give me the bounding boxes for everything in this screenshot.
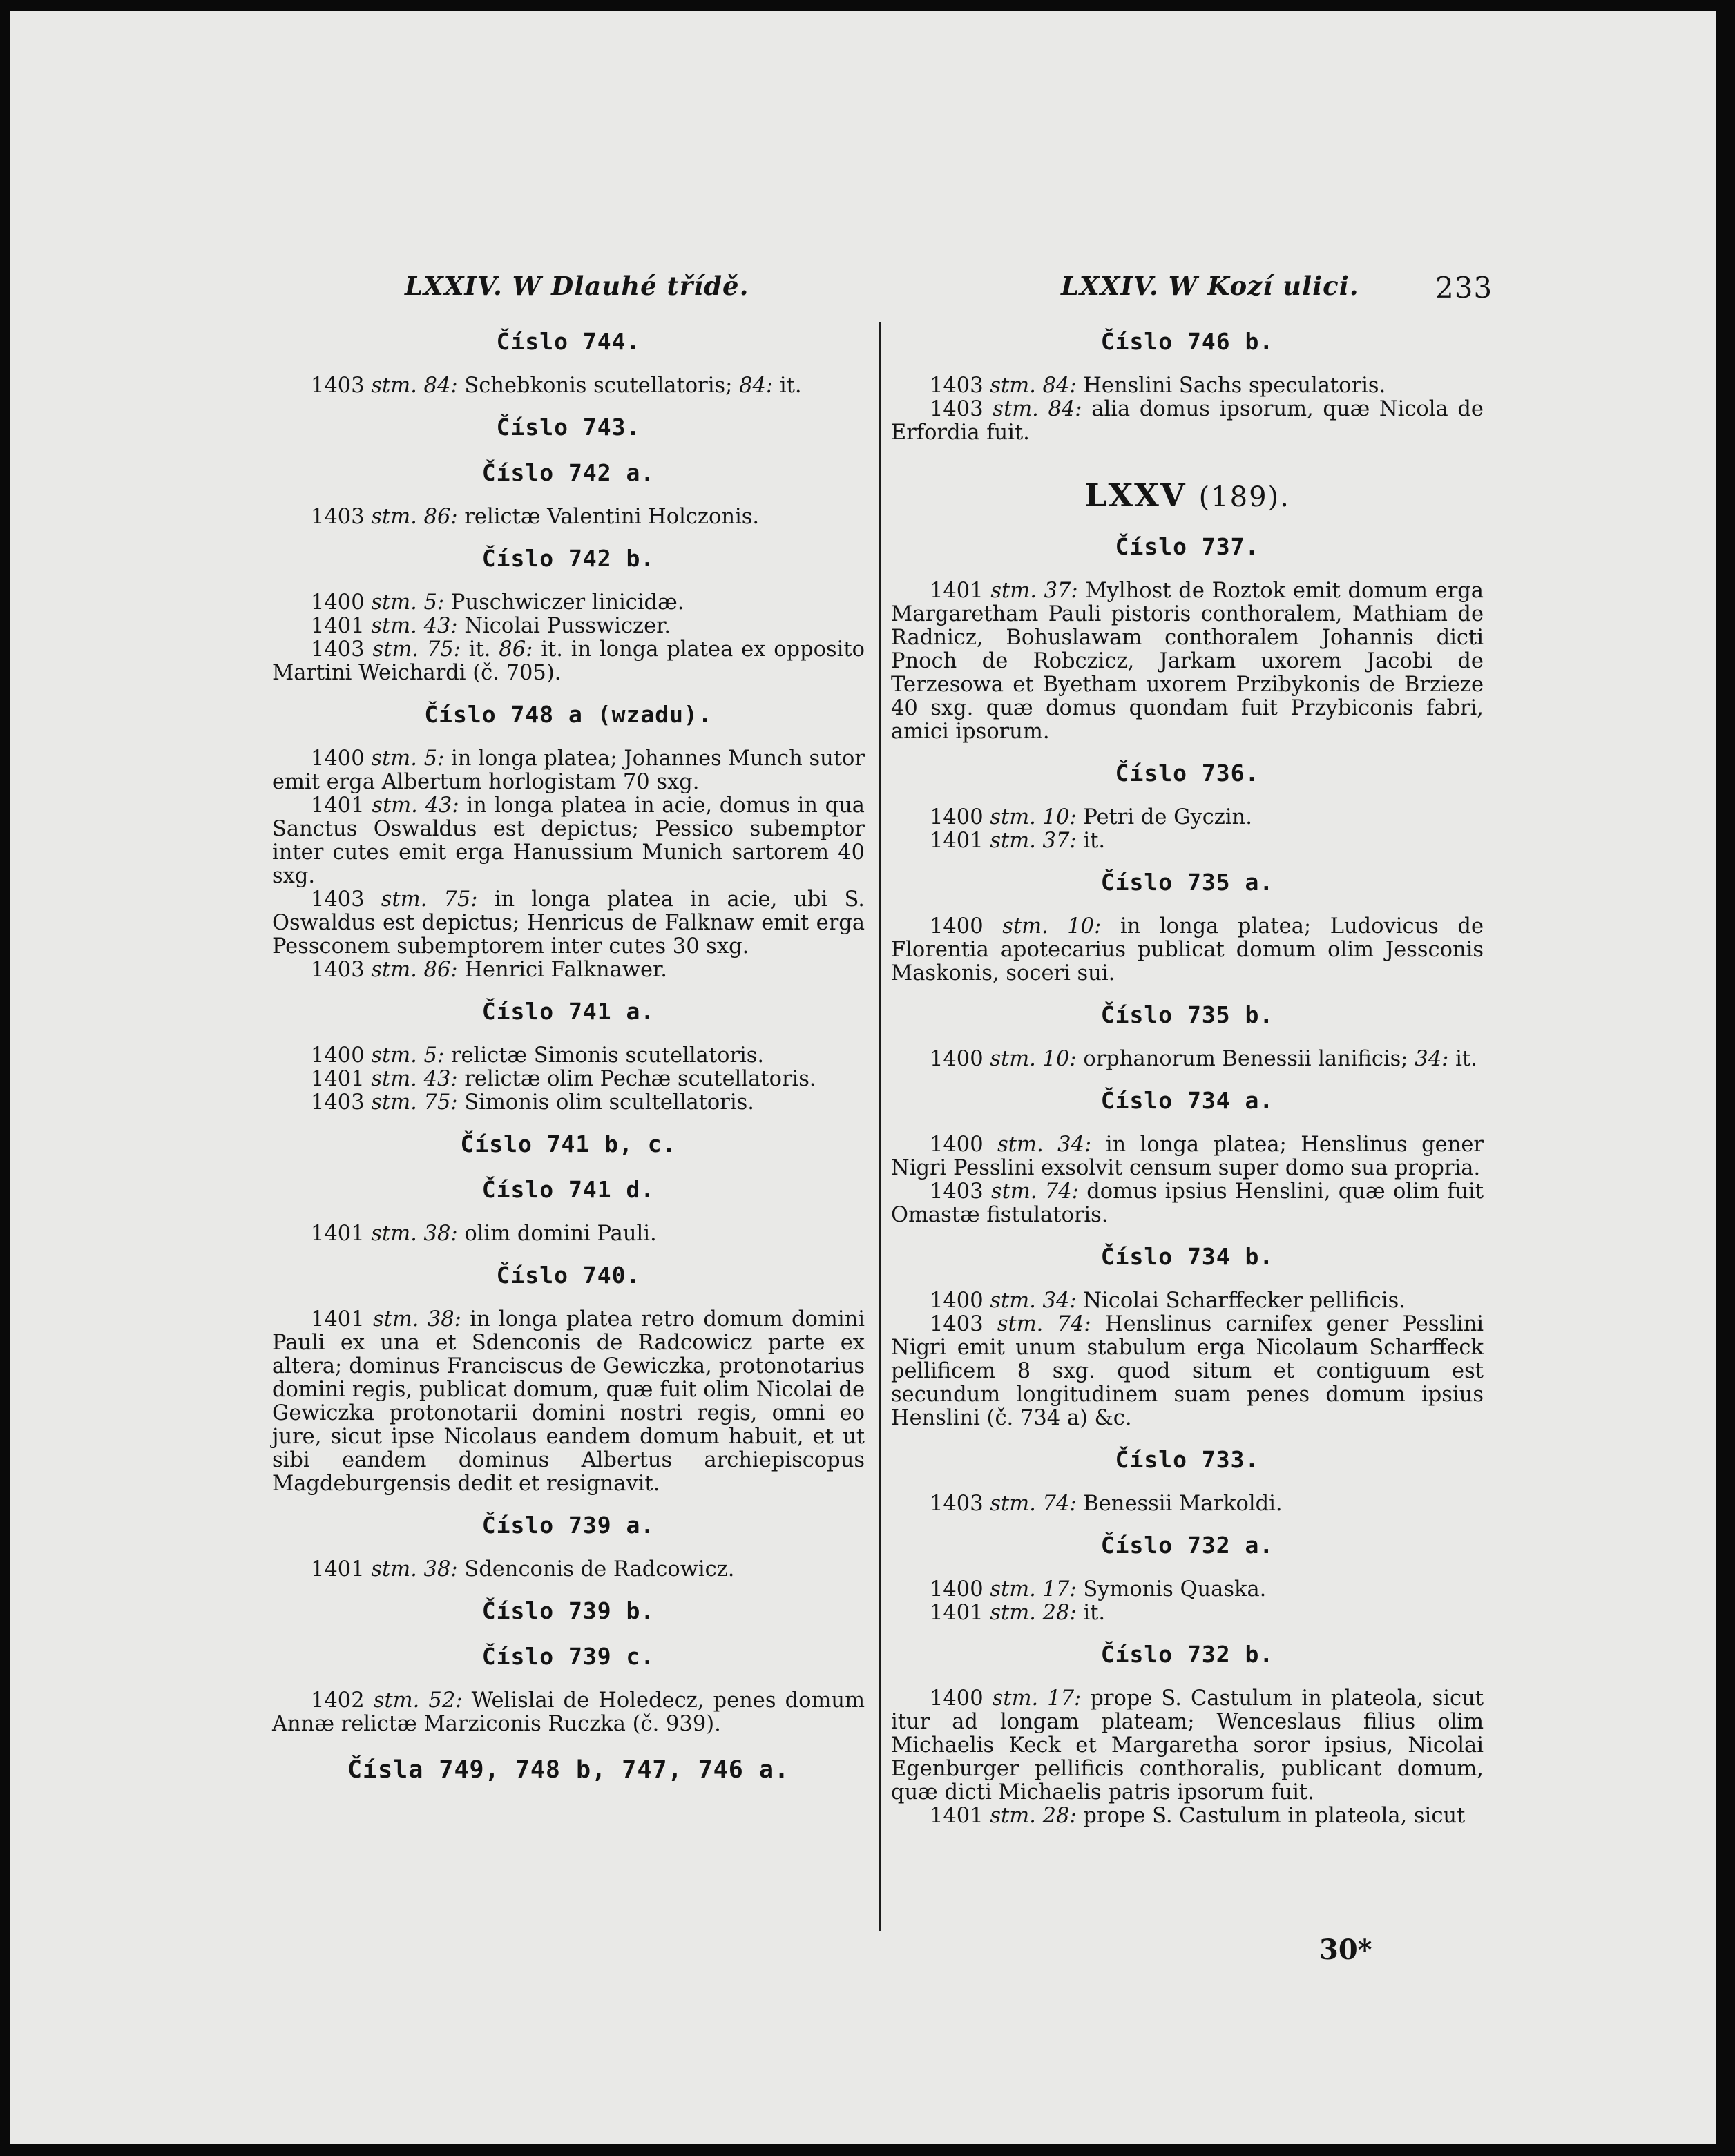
record-entry: 1401 stm. 37: Mylhost de Roztok emit domum erga Margaretham Pauli pistoris conthoralem, Mathiam de Radnicz, Bohuslawam conthoralem Johannis dicti Pnoch de Robczicz, Jarkam uxorem Jacobi de Terzesowa et Byetham uxorem Przibykonis de Brzieze 40 sxg. quæ domus quondam fuit Przybiconis fabri, amici ipsorum. — [891, 579, 1484, 744]
entry-heading: Číslo 739 c. — [481, 1643, 655, 1670]
record-entry: 1401 stm. 38: Sdenconis de Radcowicz. — [311, 1557, 735, 1581]
entry-heading: Číslo 748 a (wzadu). — [424, 701, 713, 728]
record-entry: 1400 stm. 34: Nicolai Scharffecker pellificis. — [930, 1289, 1406, 1313]
record-entry: 1403 stm. 74: Henslinus carnifex gener Pesslini Nigri emit unum stabulum erga Nicolaum Scharffeck pellificem 8 sxg. quod situm et contiguum est secundum longitudinem suam penes domum ipsius Henslini (č. 734 a) &c. — [891, 1312, 1484, 1430]
entry-heading: Číslo 734 b. — [1100, 1243, 1274, 1270]
page-number: 233 — [1435, 271, 1493, 305]
entry-heading: Číslo 744. — [496, 328, 641, 355]
record-entry: 1400 stm. 5: Puschwiczer linicidæ. — [311, 590, 684, 615]
entry-heading: Číslo 736. — [1115, 760, 1260, 787]
record-entry: 1400 stm. 5: relictæ Simonis scutellatoris. — [311, 1043, 765, 1068]
record-entry: 1403 stm. 86: relictæ Valentini Holczonis. — [311, 505, 760, 529]
record-entry: 1401 stm. 28: it. — [930, 1601, 1106, 1625]
signature-mark: 30* — [1319, 1934, 1372, 1966]
record-entry: 1400 stm. 17: prope S. Castulum in plateola, sicut itur ad longam plateam; Wenceslaus filius olim Michaelis Keck et Margaretha soror ipsius, Nicolai Egenburger pellificis conthoralis, publicant domum, quæ dicti Michaelis patris ipsorum fuit. — [891, 1686, 1484, 1804]
record-entry: 1400 stm. 5: in longa platea; Johannes Munch sutor emit erga Albertum horlogistam 70 sxg. — [272, 747, 865, 794]
record-entry: 1403 stm. 75: in longa platea in acie, ubi S. Oswaldus est depictus; Henricus de Falknaw emit erga Pessconem subemptorem inter cutes 30 sxg. — [272, 887, 865, 959]
entry-heading: Číslo 743. — [496, 414, 641, 441]
record-entry: 1403 stm. 84: Schebkonis scutellatoris; 84: it. — [311, 374, 802, 398]
entry-heading: Číslo 746 b. — [1100, 328, 1274, 355]
record-entry: 1401 stm. 37: it. — [930, 829, 1106, 853]
record-entry: 1403 stm. 74: domus ipsius Henslini, quæ olim fuit Omastæ fistulatoris. — [891, 1180, 1484, 1227]
section-heading: LXXV — [1084, 477, 1187, 514]
record-entry: 1403 stm. 75: Simonis olim scultellatoris. — [311, 1090, 754, 1115]
record-entry: 1401 stm. 38: olim domini Pauli. — [311, 1222, 657, 1246]
entry-heading: Číslo 732 b. — [1100, 1641, 1274, 1668]
entry-heading: Číslo 732 a. — [1100, 1532, 1274, 1559]
right-running-title: LXXIV. W Kozí ulici. — [1061, 271, 1359, 301]
record-entry: 1401 stm. 28: prope S. Castulum in plateola, sicut — [930, 1804, 1466, 1828]
section-number: (189). — [1198, 481, 1290, 513]
right-column — [891, 323, 1484, 1828]
entry-heading: Číslo 734 a. — [1100, 1087, 1274, 1114]
entry-heading: Čísla 749, 748 b, 747, 746 a. — [347, 1756, 790, 1784]
record-entry: 1403 stm. 84: alia domus ipsorum, quæ Nicola de Erfordia fuit. — [891, 397, 1484, 445]
record-entry: 1400 stm. 10: orphanorum Benessii lanificis; 34: it. — [930, 1047, 1477, 1071]
entry-heading: Číslo 742 b. — [481, 545, 655, 572]
entry-heading: Číslo 742 a. — [481, 459, 655, 486]
record-entry: 1400 stm. 17: Symonis Quaska. — [930, 1577, 1267, 1601]
entry-heading: Číslo 741 b, c. — [460, 1130, 677, 1157]
entry-heading: Číslo 741 a. — [481, 998, 655, 1025]
record-entry: 1401 stm. 43: in longa platea in acie, domus in qua Sanctus Oswaldus est depictus; Pessico subemptor inter cutes emit erga Hanussium Munich sartorem 40 sxg. — [272, 793, 865, 888]
entry-heading: Číslo 740. — [496, 1262, 641, 1289]
entry-heading: Číslo 735 a. — [1100, 869, 1274, 896]
record-entry: 1400 stm. 34: in longa platea; Henslinus gener Nigri Pesslini exsolvit censum super domo sua propria. — [891, 1133, 1484, 1180]
record-entry: 1403 stm. 84: Henslini Sachs speculatoris. — [930, 374, 1386, 398]
entry-heading: Číslo 735 b. — [1100, 1001, 1274, 1028]
record-entry: 1401 stm. 43: relictæ olim Pechæ scutellatoris. — [311, 1067, 816, 1091]
record-entry: 1401 stm. 43: Nicolai Pusswiczer. — [311, 614, 671, 638]
record-entry: 1403 stm. 86: Henrici Falknawer. — [311, 958, 667, 982]
left-running-title: LXXIV. W Dlauhé třídě. — [405, 271, 749, 301]
record-entry: 1400 stm. 10: in longa platea; Ludovicus de Florentia apotecarius publicat domum olim Jessconis Maskonis, soceri sui. — [891, 914, 1484, 985]
column-divider — [879, 322, 881, 1931]
entry-heading: Číslo 737. — [1115, 533, 1260, 560]
entry-heading: Číslo 741 d. — [481, 1176, 655, 1203]
left-column — [272, 323, 865, 1802]
entry-heading: Číslo 739 a. — [481, 1512, 655, 1539]
record-entry: 1400 stm. 10: Petri de Gyczin. — [930, 805, 1252, 829]
record-entry: 1403 stm. 75: it. 86: it. in longa platea ex opposito Martini Weichardi (č. 705). — [272, 637, 865, 685]
entry-heading: Číslo 733. — [1115, 1446, 1260, 1473]
record-entry: 1402 stm. 52: Welislai de Holedecz, penes domum Annæ relictæ Marziconis Ruczka (č. 939). — [272, 1688, 865, 1736]
record-entry: 1401 stm. 38: in longa platea retro domum domini Pauli ex una et Sdenconis de Radcowicz parte ex altera; dominus Franciscus de Gewiczka, protonotarius domini regis, publicat domum, quæ fuit olim Nicolai de Gewiczka protonotarii domini nostri regis, omni eo jure, sicut ipse Nicolaus eandem domum habuit, et ut sibi eandem dominus Albertus archiepiscopus Magdeburgensis dedit et resignavit. — [272, 1307, 865, 1496]
entry-heading: Číslo 739 b. — [481, 1597, 655, 1624]
record-entry: 1403 stm. 74: Benessii Markoldi. — [930, 1492, 1283, 1516]
section-title — [891, 477, 1484, 514]
running-header — [10, 261, 1716, 309]
document-page — [10, 11, 1716, 2144]
